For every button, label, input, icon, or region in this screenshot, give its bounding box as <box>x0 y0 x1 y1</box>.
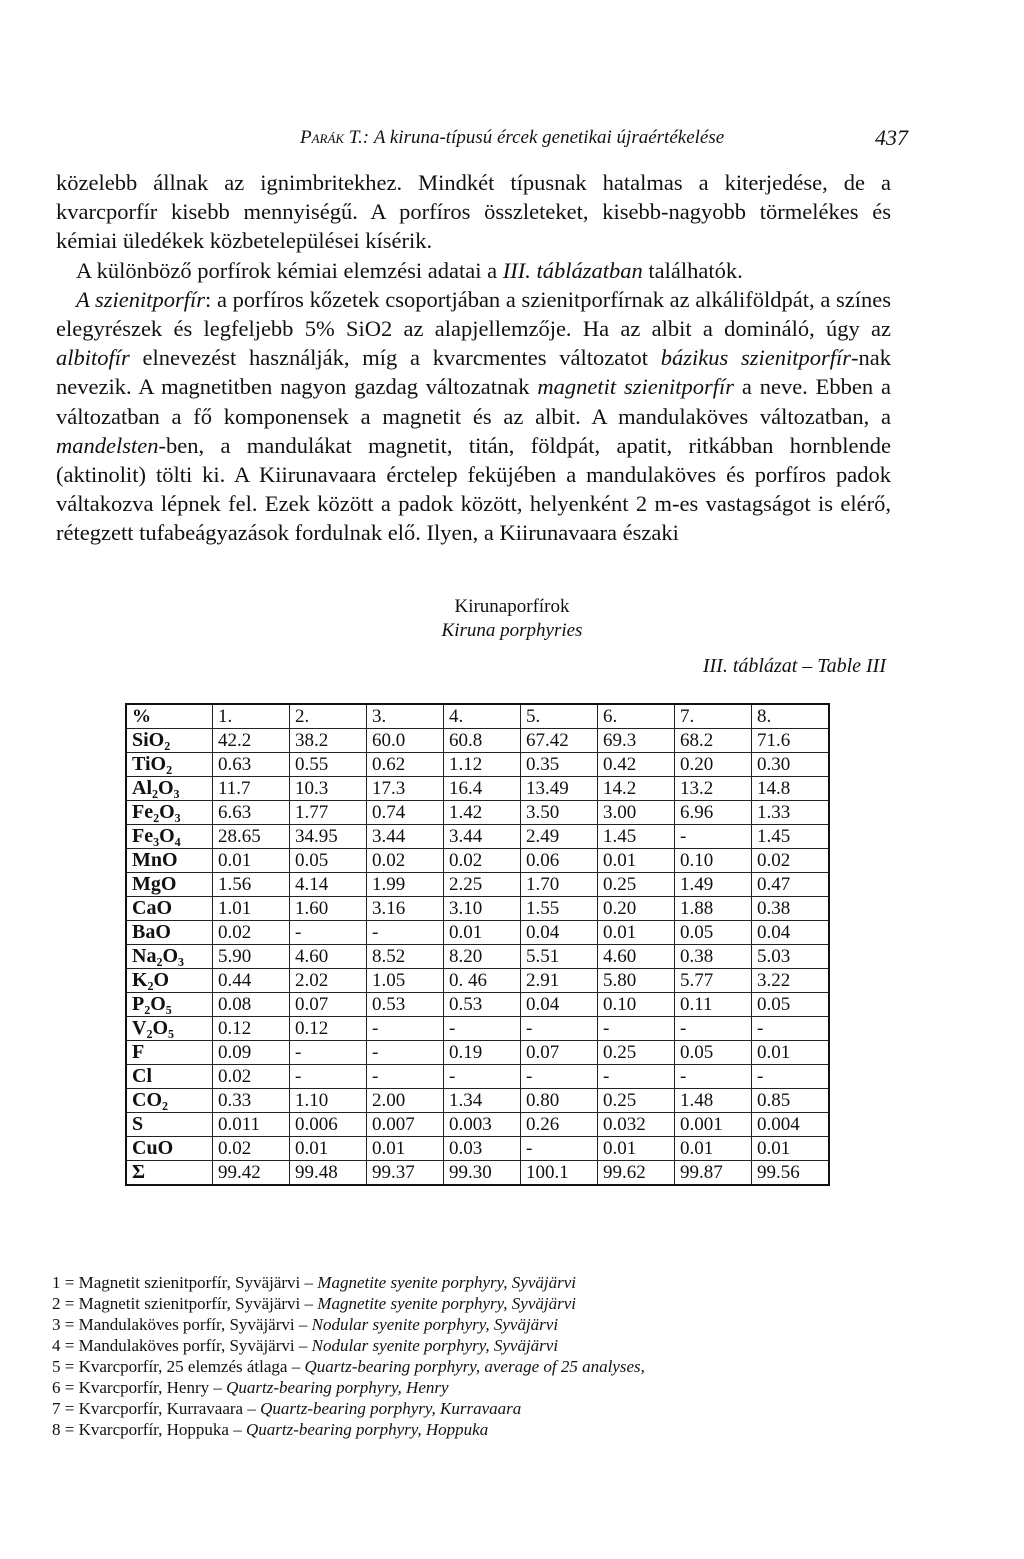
table-cell: 2.25 <box>444 873 521 897</box>
legend-en: Nodular syenite porphyry, Syväjärvi <box>311 1336 559 1355</box>
table-cell: 0.02 <box>444 849 521 873</box>
table-cell: 0.01 <box>213 849 290 873</box>
table-cell: 0.53 <box>444 993 521 1017</box>
table-cell: 0.20 <box>675 753 752 777</box>
table-cell: 1.42 <box>444 801 521 825</box>
table-cell: - <box>598 1017 675 1041</box>
table-cell: 0.01 <box>290 1137 367 1161</box>
table-cell: 3.50 <box>521 801 598 825</box>
table-cell: 5.03 <box>752 945 830 969</box>
p2-text-a: A különböző porfírok kémiai elemzési adatai a <box>76 257 503 283</box>
table-cell: 0.006 <box>290 1113 367 1137</box>
table-row <box>126 921 829 945</box>
table-cell: 0.25 <box>598 1041 675 1065</box>
table-cell: 17.3 <box>367 777 444 801</box>
table-cell: 0.08 <box>213 993 290 1017</box>
table-cell: 14.8 <box>752 777 830 801</box>
table-label: III. táblázat – Table III <box>702 655 886 677</box>
table-cell: 0.01 <box>444 921 521 945</box>
table-cell: 60.0 <box>367 729 444 753</box>
paragraph-1: közelebb állnak az ignimbritekhez. Mindkét típusnak hatalmas a kiterjedése, de a kvarcporfír kisebb mennyiségű. A porfíros összleteket, kisebb-nagyobb törmelékes és kémiai üledékek közbetelepülései kísérik. <box>56 170 891 254</box>
column-header: 7. <box>675 704 752 729</box>
legend-item <box>52 1398 645 1419</box>
row-header: V₂O₅ <box>126 1017 213 1041</box>
table-cell: - <box>752 1065 830 1089</box>
table-cell: 1.49 <box>675 873 752 897</box>
table-cell: 1.56 <box>213 873 290 897</box>
table-cell: 0.011 <box>213 1113 290 1137</box>
header-title: A kiruna-típusú ércek genetikai újraértékelése <box>373 127 725 148</box>
table-cell: - <box>367 1065 444 1089</box>
column-header: 8. <box>752 704 830 729</box>
table-cell: - <box>290 1065 367 1089</box>
table-cell: 0.01 <box>598 1137 675 1161</box>
table-cell: 1.10 <box>290 1089 367 1113</box>
legend-en: Nodular syenite porphyry, Syväjärvi <box>311 1315 559 1334</box>
table-cell: 0.10 <box>675 849 752 873</box>
p3-text-a: : a porfíros kőzetek csoportjában a szienitporfírnak az alkáliföldpát, a színes elegyrészek és legfeljebb 5% SiO2 az alapjellemzője. Ha az albit a domináló, úgy az <box>56 286 891 342</box>
table-cell: - <box>675 825 752 849</box>
table-cell: 3.44 <box>367 825 444 849</box>
table-cell: 0.02 <box>367 849 444 873</box>
row-header: BaO <box>126 921 213 945</box>
table-cell: - <box>598 1065 675 1089</box>
table-cell: 0.04 <box>752 921 830 945</box>
table-cell: 0.01 <box>752 1041 830 1065</box>
table-row <box>126 825 829 849</box>
legend-en: Quartz-bearing porphyry, Henry <box>226 1378 449 1397</box>
table-row <box>126 849 829 873</box>
table-cell: 28.65 <box>213 825 290 849</box>
table-cell: 0.12 <box>290 1017 367 1041</box>
table-cell: 1.05 <box>367 969 444 993</box>
p3-term-szienitporfir: A szienitporfír <box>76 286 206 312</box>
table-cell: 1.99 <box>367 873 444 897</box>
column-header: 5. <box>521 704 598 729</box>
table-cell: - <box>290 1041 367 1065</box>
table-caption-en: Kiruna porphyries <box>441 620 583 641</box>
table-cell: 1.34 <box>444 1089 521 1113</box>
table-cell: 8.20 <box>444 945 521 969</box>
page-number: 437 <box>875 125 908 150</box>
table-cell: 0.25 <box>598 873 675 897</box>
row-header: CuO <box>126 1137 213 1161</box>
row-header: F <box>126 1041 213 1065</box>
table-cell: 0. 46 <box>444 969 521 993</box>
legend-hu: 1 = Magnetit szienitporfír, Syväjärvi – <box>52 1273 318 1292</box>
row-header: MnO <box>126 849 213 873</box>
table-cell: 11.7 <box>213 777 290 801</box>
table-cell: 0.007 <box>367 1113 444 1137</box>
table-cell: 0.03 <box>444 1137 521 1161</box>
table-cell: - <box>521 1017 598 1041</box>
p3-term-bazikus: bázikus szienitporfír <box>660 345 851 371</box>
table-cell: 13.49 <box>521 777 598 801</box>
row-header: Σ <box>126 1161 213 1186</box>
table-cell: 0.62 <box>367 753 444 777</box>
table-row <box>126 1161 829 1186</box>
table-cell: 100.1 <box>521 1161 598 1186</box>
table-cell: 0.53 <box>367 993 444 1017</box>
table-cell: 0.07 <box>290 993 367 1017</box>
table-cell: 2.49 <box>521 825 598 849</box>
table-cell: 0.02 <box>213 1137 290 1161</box>
row-header: Al₂O₃ <box>126 777 213 801</box>
table-cell: 67.42 <box>521 729 598 753</box>
table-cell: 5.90 <box>213 945 290 969</box>
header-author: Parák T.: <box>300 127 370 148</box>
table-cell: 1.60 <box>290 897 367 921</box>
column-header: 3. <box>367 704 444 729</box>
table-cell: 0.05 <box>675 1041 752 1065</box>
legend-item <box>52 1335 645 1356</box>
table-cell: 69.3 <box>598 729 675 753</box>
table-cell: - <box>290 921 367 945</box>
table-cell: 3.22 <box>752 969 830 993</box>
table-cell: - <box>521 1065 598 1089</box>
table-cell: 99.30 <box>444 1161 521 1186</box>
table-cell: 71.6 <box>752 729 830 753</box>
table-cell: 10.3 <box>290 777 367 801</box>
p2-table-ref: III. táblázatban <box>502 257 643 283</box>
table-cell: 0.02 <box>752 849 830 873</box>
table-row <box>126 1113 829 1137</box>
table-cell: 68.2 <box>675 729 752 753</box>
table-cell: - <box>752 1017 830 1041</box>
table-cell: 6.63 <box>213 801 290 825</box>
table-row <box>126 1089 829 1113</box>
table-cell: 0.44 <box>213 969 290 993</box>
table-cell: 1.33 <box>752 801 830 825</box>
table-cell: 5.51 <box>521 945 598 969</box>
table-cell: 60.8 <box>444 729 521 753</box>
legend-item <box>52 1272 645 1293</box>
legend-item <box>52 1377 645 1398</box>
table-cell: 2.00 <box>367 1089 444 1113</box>
table-cell: 3.00 <box>598 801 675 825</box>
paragraph-3 <box>56 285 891 548</box>
table-cell: 0.74 <box>367 801 444 825</box>
p3-term-albitofir: albitofír <box>56 345 130 371</box>
row-header: S <box>126 1113 213 1137</box>
table-row <box>126 777 829 801</box>
table-cell: 2.02 <box>290 969 367 993</box>
table-cell: 1.45 <box>598 825 675 849</box>
table-row <box>126 897 829 921</box>
legend-item <box>52 1356 645 1377</box>
table-cell: 0.01 <box>367 1137 444 1161</box>
table-cell: 1.01 <box>213 897 290 921</box>
legend-item <box>52 1293 645 1314</box>
legend-en: Quartz-bearing porphyry, Kurravaara <box>260 1399 522 1418</box>
table-cell: 0.35 <box>521 753 598 777</box>
table-cell: 99.56 <box>752 1161 830 1186</box>
table-row <box>126 1041 829 1065</box>
table-cell: 1.55 <box>521 897 598 921</box>
row-header: CO₂ <box>126 1089 213 1113</box>
table-cell: 5.77 <box>675 969 752 993</box>
column-header: 1. <box>213 704 290 729</box>
row-header: Cl <box>126 1065 213 1089</box>
table-cell: 0.63 <box>213 753 290 777</box>
column-header: 2. <box>290 704 367 729</box>
column-header: 4. <box>444 704 521 729</box>
row-header: Na₂O₃ <box>126 945 213 969</box>
table-cell: 0.05 <box>752 993 830 1017</box>
table-cell: 1.77 <box>290 801 367 825</box>
table-cell: 0.04 <box>521 993 598 1017</box>
table-cell: 0.33 <box>213 1089 290 1113</box>
p3-term-mandelsten: mandelsten <box>56 432 159 458</box>
row-header: MgO <box>126 873 213 897</box>
table-cell: 5.80 <box>598 969 675 993</box>
table-cell: 99.42 <box>213 1161 290 1186</box>
table-cell: 0.032 <box>598 1113 675 1137</box>
table-cell: - <box>444 1065 521 1089</box>
table-cell: 13.2 <box>675 777 752 801</box>
table-cell: 3.16 <box>367 897 444 921</box>
table-cell: 0.09 <box>213 1041 290 1065</box>
table-row <box>126 993 829 1017</box>
table-cell: 38.2 <box>290 729 367 753</box>
table-row <box>126 801 829 825</box>
legend-hu: 5 = Kvarcporfír, 25 elemzés átlaga – <box>52 1357 305 1376</box>
table-cell: 0.38 <box>675 945 752 969</box>
table-row <box>126 1017 829 1041</box>
table-cell: 0.001 <box>675 1113 752 1137</box>
table-cell: 99.62 <box>598 1161 675 1186</box>
table-cell: 6.96 <box>675 801 752 825</box>
table-cell: 0.10 <box>598 993 675 1017</box>
p3-text-c: -nak nevezik. A magnetitben nagyon gazdag változatnak <box>56 345 891 400</box>
legend-item <box>52 1314 645 1335</box>
table-cell: 0.04 <box>521 921 598 945</box>
table-cell: 3.10 <box>444 897 521 921</box>
row-header: SiO₂ <box>126 729 213 753</box>
table-cell: 14.2 <box>598 777 675 801</box>
table-cell: 0.004 <box>752 1113 830 1137</box>
running-header <box>300 127 908 149</box>
table-row <box>126 945 829 969</box>
table-cell: 0.05 <box>675 921 752 945</box>
table-cell: 34.95 <box>290 825 367 849</box>
table-cell: 99.37 <box>367 1161 444 1186</box>
body-text <box>56 168 891 548</box>
legend-hu: 3 = Mandulaköves porfír, Syväjärvi – <box>52 1315 312 1334</box>
table-cell: 0.12 <box>213 1017 290 1041</box>
legend-en: Quartz-bearing porphyry, Hoppuka <box>245 1420 489 1439</box>
table-cell: - <box>675 1065 752 1089</box>
p3-text-e: -ben, a mandulákat magnetit, titán, földpát, apatit, ritkábban hornblende (aktinolit) tölti ki. A Kiirunavaara érctelep feküjében a mandulaköves és porfíros padok váltakozva lépnek fel. Ezek között a padok között, helyenként 2 m-es vastagságot is elérő, rétegzett tufabeágyazások fordulnak elő. Ilyen, a Kiirunavaara északi <box>56 432 891 546</box>
table-cell: 0.003 <box>444 1113 521 1137</box>
table-cell: 0.11 <box>675 993 752 1017</box>
row-header: K₂O <box>126 969 213 993</box>
table-cell: 0.47 <box>752 873 830 897</box>
table-cell: 4.60 <box>598 945 675 969</box>
chemical-analysis-table <box>125 703 830 1186</box>
table-cell: 0.85 <box>752 1089 830 1113</box>
table-cell: 0.55 <box>290 753 367 777</box>
table-row <box>126 873 829 897</box>
row-header: P₂O₅ <box>126 993 213 1017</box>
legend-hu: 6 = Kvarcporfír, Henry – <box>52 1378 227 1397</box>
table-row <box>126 753 829 777</box>
table-cell: 0.07 <box>521 1041 598 1065</box>
p3-text-b: elnevezést használják, míg a kvarcmentes változatot <box>129 345 661 371</box>
legend-hu: 4 = Mandulaköves porfír, Syväjärvi – <box>52 1336 312 1355</box>
table-cell: 0.01 <box>752 1137 830 1161</box>
table-cell: 0.26 <box>521 1113 598 1137</box>
table-cell: 1.45 <box>752 825 830 849</box>
table-cell: - <box>444 1017 521 1041</box>
table-cell: 4.14 <box>290 873 367 897</box>
table-cell: 1.12 <box>444 753 521 777</box>
table-cell: - <box>367 1041 444 1065</box>
table-cell: 1.70 <box>521 873 598 897</box>
table-cell: 0.38 <box>752 897 830 921</box>
table-cell: 2.91 <box>521 969 598 993</box>
table-header-row <box>126 704 829 729</box>
legend-hu: 8 = Kvarcporfír, Hoppuka – <box>52 1420 246 1439</box>
table-cell: 16.4 <box>444 777 521 801</box>
table-row <box>126 729 829 753</box>
legend-item <box>52 1419 645 1440</box>
table-cell: 0.01 <box>598 849 675 873</box>
table-cell: 3.44 <box>444 825 521 849</box>
table-cell: 0.06 <box>521 849 598 873</box>
legend-hu: 7 = Kvarcporfír, Kurravaara – <box>52 1399 261 1418</box>
table-cell: 99.87 <box>675 1161 752 1186</box>
table-cell: - <box>521 1137 598 1161</box>
table-cell: 8.52 <box>367 945 444 969</box>
legend-en: Magnetite syenite porphyry, Syväjärvi <box>317 1273 576 1292</box>
table-cell: 0.02 <box>213 1065 290 1089</box>
table-cell: 0.01 <box>598 921 675 945</box>
legend-hu: 2 = Magnetit szienitporfír, Syväjärvi – <box>52 1294 318 1313</box>
table-body <box>126 729 829 1186</box>
table-cell: - <box>675 1017 752 1041</box>
table-cell: 0.42 <box>598 753 675 777</box>
table-cell: 0.30 <box>752 753 830 777</box>
table-cell: 1.88 <box>675 897 752 921</box>
table-cell: 1.48 <box>675 1089 752 1113</box>
table-cell: 42.2 <box>213 729 290 753</box>
table-row <box>126 1137 829 1161</box>
table-cell: 0.01 <box>675 1137 752 1161</box>
table-cell: 0.25 <box>598 1089 675 1113</box>
table-cell: - <box>367 1017 444 1041</box>
legend-en: Magnetite syenite porphyry, Syväjärvi <box>317 1294 576 1313</box>
row-header: Fe₃O₄ <box>126 825 213 849</box>
table-cell: 0.19 <box>444 1041 521 1065</box>
table-cell: 0.05 <box>290 849 367 873</box>
table-cell: 0.02 <box>213 921 290 945</box>
row-header: Fe₂O₃ <box>126 801 213 825</box>
p2-text-b: találhatók. <box>642 257 743 283</box>
table-corner-cell: % <box>126 704 213 729</box>
table-cell: 4.60 <box>290 945 367 969</box>
table-cell: - <box>367 921 444 945</box>
legend-en: Quartz-bearing porphyry, average of 25 analyses, <box>304 1357 645 1376</box>
p3-text-d: a neve. Ebben a változatban a fő komponensek a magnetit és az albit. A mandulaköves változatban, a <box>56 374 891 429</box>
row-header: CaO <box>126 897 213 921</box>
table-cell: 99.48 <box>290 1161 367 1186</box>
row-header: TiO₂ <box>126 753 213 777</box>
table-legend <box>52 1272 645 1440</box>
paragraph-2 <box>56 256 891 285</box>
table-row <box>126 1065 829 1089</box>
table-cell: 0.80 <box>521 1089 598 1113</box>
table-cell: 0.20 <box>598 897 675 921</box>
column-header: 6. <box>598 704 675 729</box>
table-caption-hu: Kirunaporfírok <box>454 596 570 617</box>
p3-term-magnetit: magnetit szienitporfír <box>537 374 734 400</box>
table-row <box>126 969 829 993</box>
